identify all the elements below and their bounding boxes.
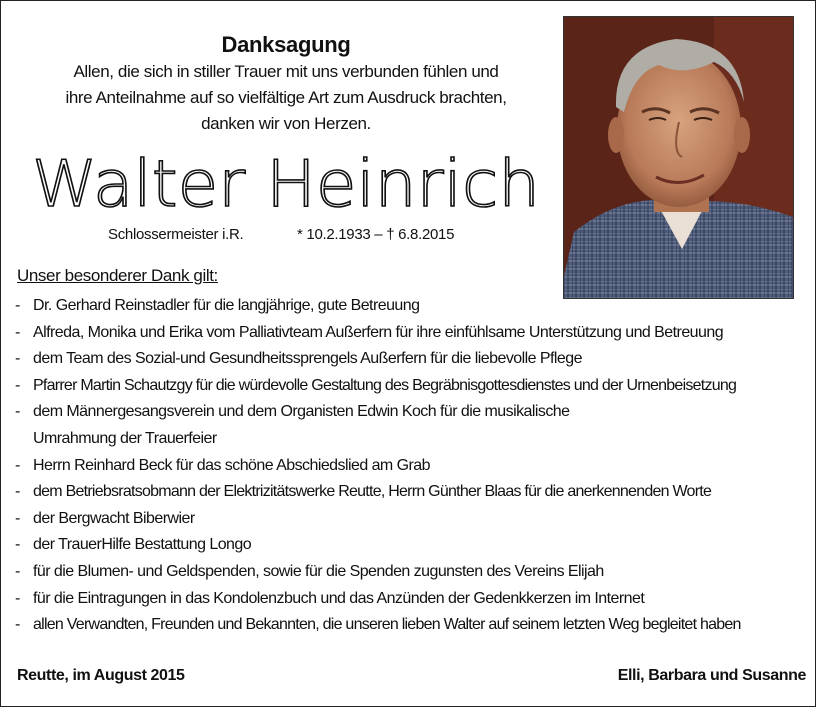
- list-item-text: Herrn Reinhard Beck für das schöne Abschiedslied am Grab: [33, 456, 430, 474]
- place-date: Reutte, im August 2015: [17, 667, 185, 684]
- list-item-text: dem Betriebsratsobmann der Elektrizitätswerke Reutte, Herrn Günther Blaas für die anerkennenden Worte: [33, 483, 712, 501]
- list-item-text: allen Verwandten, Freunden und Bekannten, die unseren lieben Walter auf seinem letzten Weg begleitet haben: [33, 616, 741, 634]
- intro-line: Allen, die sich in stiller Trauer mit uns verbunden fühlen und: [73, 62, 499, 81]
- thanks-list: [12, 293, 812, 639]
- list-item: [12, 399, 812, 452]
- list-item: [12, 293, 812, 320]
- list-item: [12, 506, 812, 533]
- list-item-text: für die Eintragungen in das Kondolenzbuch und das Anzünden der Gedenkkerzen im Internet: [33, 589, 645, 607]
- signatories: Elli, Barbara und Susanne: [617, 667, 806, 684]
- bullet-dash: -: [15, 616, 20, 634]
- list-item-text-continued: Umrahmung der Trauerfeier: [33, 429, 217, 447]
- bullet-dash: -: [15, 403, 20, 421]
- list-item: [12, 586, 812, 613]
- bullet-dash: -: [15, 350, 20, 368]
- bullet-dash: -: [15, 509, 20, 527]
- list-item: [12, 479, 812, 506]
- deceased-name: [30, 144, 550, 224]
- list-item-text: dem Männergesangsverein und dem Organisten Edwin Koch für die musikalische: [33, 403, 570, 421]
- portrait-photo: [563, 16, 794, 299]
- bullet-dash: -: [15, 297, 20, 314]
- list-item: [12, 320, 812, 347]
- intro-line: ihre Anteilnahme auf so vielfältige Art zum Ausdruck brachten,: [65, 88, 507, 107]
- bullet-dash: -: [15, 589, 20, 607]
- list-item-text: Alfreda, Monika und Erika vom Palliativteam Außerfern für ihre einfühlsame Unterstützung und Betreuung: [33, 323, 724, 341]
- list-item: [12, 346, 812, 373]
- list-item: [12, 612, 812, 639]
- list-item-text: der TrauerHilfe Bestattung Longo: [33, 536, 252, 554]
- deceased-name-text: Walter Heinrich: [32, 148, 540, 222]
- header: [10, 32, 562, 137]
- bullet-dash: -: [15, 323, 20, 341]
- bullet-dash: -: [15, 483, 20, 501]
- bullet-dash: -: [15, 376, 20, 394]
- bullet-dash: -: [15, 536, 20, 554]
- intro-line: danken wir von Herzen.: [201, 114, 371, 133]
- page-title: Danksagung: [221, 32, 351, 57]
- list-item-text: für die Blumen- und Geldspenden, sowie für die Spenden zugunsten des Vereins Elijah: [33, 562, 604, 580]
- list-item: [12, 532, 812, 559]
- list-item-text: der Bergwacht Biberwier: [33, 509, 195, 527]
- list-item-text: Pfarrer Martin Schautzgy für die würdevolle Gestaltung des Begräbnisgottesdienstes und der Urnenbeisetzung: [33, 376, 737, 394]
- list-item: [12, 453, 812, 480]
- list-item-text: Dr. Gerhard Reinstadler für die langjährige, gute Betreuung: [33, 297, 420, 314]
- profession: Schlossermeister i.R.: [108, 226, 244, 243]
- list-item: [12, 373, 812, 400]
- bullet-dash: -: [15, 456, 20, 474]
- intro-text: [10, 59, 562, 137]
- list-item-text: dem Team des Sozial-und Gesundheitssprengels Außerfern für die liebevolle Pflege: [33, 350, 582, 368]
- life-dates: * 10.2.1933 – † 6.8.2015: [297, 226, 455, 243]
- thanks-heading: Unser besonderer Dank gilt:: [17, 266, 218, 285]
- list-item: [12, 559, 812, 586]
- bullet-dash: -: [15, 562, 20, 580]
